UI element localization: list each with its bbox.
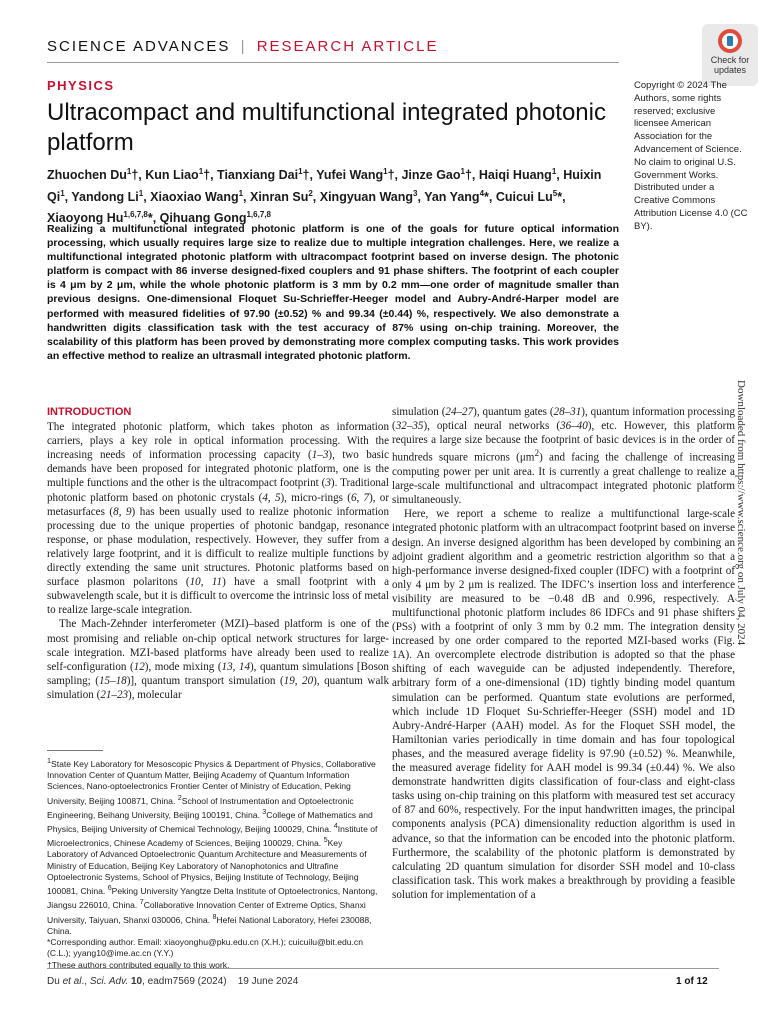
download-notice: Downloaded from https://www.science.org on July 04, 2024 <box>735 380 747 646</box>
section-label: PHYSICS <box>47 78 115 93</box>
equal-contribution-note: †These authors contributed equally to this work. <box>47 959 230 970</box>
badge-line-2: updates <box>713 65 747 75</box>
affiliations <box>47 756 385 971</box>
check-for-updates-icon <box>718 29 742 53</box>
page-number: 1 of 12 <box>676 976 708 987</box>
body-paragraph: The integrated photonic platform, which takes photon as information carriers, plays a key role in optical information processing. With the increasing needs of information processing capacity (1–3), two basic demands have been proposed for integrated photonic platform, one is the multiple functions and the other is the ultracompact footprint (3). Traditional photonic platform based on photonic crystals (4, 5), micro-rings (6, 7), or metasurfaces (8, 9) has been usually used to realize photonic information processing due to the unique properties of photonic bandgap, resonance response, or phase modulation, respectively. However, they suffer from a relatively large footprint, and it is difficult to realize multiple functions by directly extending the same unit structures. Photonic platforms based on surface plasmon polaritons (10, 11) have a small footprint with a subwavelength scale, but it is difficult to overcome the intrinsic loss of metal to realize large-scale integration. <box>47 421 390 617</box>
author-list: Zhuochen Du$^1$†, Kun Liao$^1$†, Tianxiang Dai$^1$†, Yufei Wang$^1$†, Jinze Gao$^1$†, Haiqi Huang$^1$, Huixin Qi$^1$, Yandong Li$^1$, Xiaoxiao Wang$^1$, Xinran Su$^2$, Xingyuan Wang$^3$, Yan Yang$^4$*, Cuicui Lu$^5$*, Xiaoyong Hu$^{1,6,7,8}$*, Qihuang Gong$^{1,6,7,8}$ <box>47 167 602 226</box>
affiliations-rule <box>47 750 103 751</box>
abstract: Realizing a multifunctional integrated photonic platform is one of the goals for future optical information processing, which usually requires large size to realize due to multiple integration challenges. Here, we realize a multifunctional integrated photonic platform with ultracompact footprint based on inverse design. The photonic platform is compact with 86 inverse designed-fixed couplers and 91 phase shifters. The footprint of each coupler is 4 μm by 2 μm, while the whole photonic platform is 3 mm by 0.2 mm—one order of magnitude smaller than previous designs. One-dimensional Floquet Su-Schrieffer-Heeger model and Aubry-André-Harper model are performed with measured fidelities of 97.90 (±0.52) % and 99.34 (±0.44) %, respectively. We also demonstrate a handwritten digits classification task with the test accuracy of 87% using on-chip training. Moreover, the scalability of this platform has been proved by demonstrating more complex computing tasks. This work provides an effective method to realize an ultrasmall integrated photonic platform. <box>47 223 619 362</box>
body-paragraph: Here, we report a scheme to realize a multifunctional large-scale integrated photonic platform with an ultracompact footprint based on inverse design. An inverse designed algorithm has been developed by combining an adjoint gradient algorithm and a geometric restriction algorithm so that a high-performance inverse designed-fixed coupler (IDFC) with a footprint of only 4 μm by 2 μm is realized. The IDFC’s insertion loss and interference visibility are measured to be −0.48 dB and 0.996, respectively. A multifunctional photonic platform includes 86 IDFCs and 91 phase shifters (PSs) with a footprint of only 3 mm by 0.2 mm. The integration density increased by one order compared to the reported MZI-based works (Fig. 1A). An overcomplete electrode distribution is adopted so that the phase shifting of each waveguide can be adjusted independently. Therefore, arbitrary form of a one-dimensional (1D) tightly binding model quantum simulation can be performed. Quantum state evolutions are performed, which include 1D Floquet Su-Schrieffer-Heeger (SSH) model and 1D Aubry-André-Harper (AAH) model. As for the Floquet SSH model, the Hamiltonian varies periodically in time domain and has four topological phases, and the measured average fidelity is 97.90 (±0.52) %. Meanwhile, the measured average fidelity for AAH model is 99.34 (±0.44) %. We also demonstrate handwritten digits classification of four-class and eight-class tasks using on-chip training on this platform with measured test set accuracy of 87 and 60%, respectively. For the input handwritten images, the principal components analysis (PCA) dimensionality reduction algorithm is used in advance, so that the information can be encoded into the photonic platform. Furthermore, the scalability of the photonic platform is demonstrated by calculating 2D quantum simulation for disorder SSH model and 10-class classification task. This work makes a breakthrough by providing a feasible solution for implementation of a <box>392 508 735 901</box>
footer-citation: Du et al., Sci. Adv. 10, eadm7569 (2024) 19 June 2024 <box>47 976 299 987</box>
copyright-notice: Copyright © 2024 The Authors, some rights reserved; exclusive licensee American Association for the Advancement of Science. No claim to original U.S. Government Works. Distributed under a Creative Commons Attribution License 4.0 (CC BY). <box>634 80 748 232</box>
article-type: RESEARCH ARTICLE <box>256 38 439 55</box>
affiliation-list: $^1$State Key Laboratory for Mesoscopic Physics & Department of Physics, Collaborative Innovation Center of Quantum Matter, Beijing Academy of Quantum Information Sciences, Nano-optoelectronics Frontier Center of Ministry of Education, Peking University, Beijing 100871, China. $^2$School of Instrumentation and Optoelectronic Engineering, Beihang University, Beijing 100191, China. $^3$College of Mathematics and Physics, Beijing University of Chemical Technology, Beijing 100029, China. $^4$Institute of Microelectronics, Chinese Academy of Sciences, Beijing 100029, China. $^5$Key Laboratory of Advanced Optoelectronic Quantum Architecture and Measurements of Ministry of Education, Beijing Key Laboratory of Nanophotonics and Ultrafine Optoelectronic Systems, School of Physics, Beijing Institute of Technology, Beijing 100081, China. $^6$Peking University Yangtze Delta Institute of Optoelectronics, Nantong, Jiangsu 226010, China. $^7$Collaborative Innovation Center of Extreme Optics, Shanxi University, Taiyuan, Shanxi 030006, China. $^8$Hefei National Laboratory, Hefei 230088, China. <box>47 757 378 936</box>
journal-header <box>47 38 607 55</box>
badge-line-1: Check for <box>710 55 750 65</box>
footer-rule <box>47 968 719 969</box>
left-column <box>47 405 389 702</box>
body-paragraph: The Mach-Zehnder interferometer (MZI)–based platform is one of the most promising and reliable on-chip optical network structures for large-scale integration. MZI-based platforms have already been used to realize self-configuration (12), mode mixing (13, 14), quantum simulations [Boson sampling; (15–18)], quantum transport simulation (19, 20), quantum walk simulation (21–23), molecular <box>47 618 389 701</box>
introduction-heading: INTRODUCTION <box>47 406 132 418</box>
header-separator: | <box>240 38 247 55</box>
header-rule <box>47 62 619 63</box>
corresponding-author: *Corresponding author. Email: xiaoyonghu@pku.edu.cn (X.H.); cuicuilu@bit.edu.cn (C.L.); yyang10@ime.ac.cn (Y.Y.) <box>47 937 364 959</box>
body-paragraph: simulation (24–27), quantum gates (28–31), quantum information processing (32–35), optical neural networks (36–40), etc. However, this platform requires a large size because the footprint of basic devices is in the order of hundreds square microns $(\mu m^2)$ and facing the challenge of increasing computing power per unit area. It is currently a great challenge to realize a large-scale multifunctional and ultracompact integrated photonic platform simultaneously. <box>392 406 735 507</box>
journal-name: SCIENCE ADVANCES <box>47 38 231 55</box>
article-title: Ultracompact and multifunctional integrated photonic platform <box>47 99 606 156</box>
right-column <box>392 405 735 902</box>
check-for-updates-badge[interactable] <box>702 24 758 86</box>
